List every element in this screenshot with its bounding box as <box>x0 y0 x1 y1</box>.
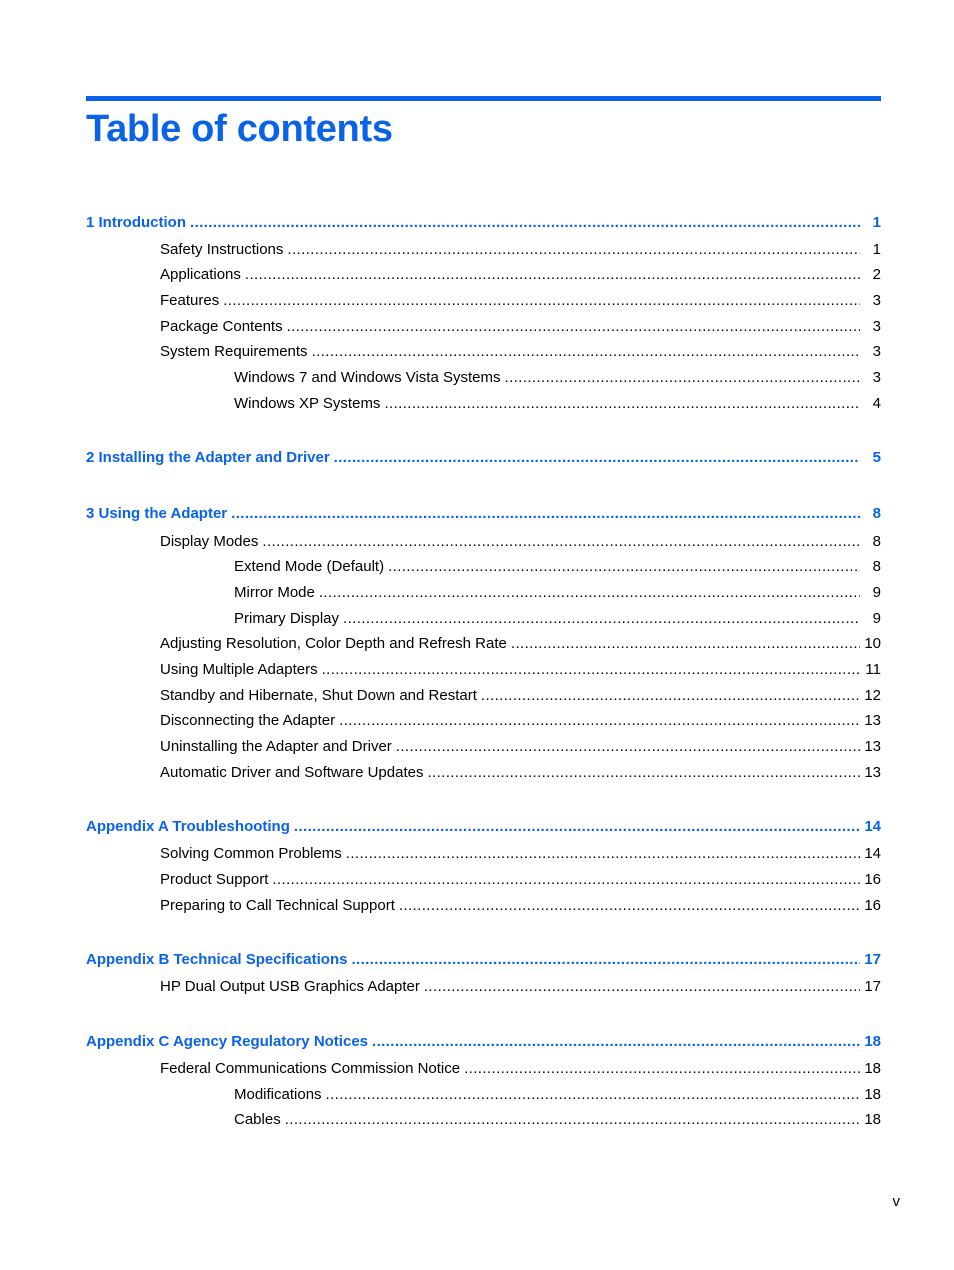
toc-section-features[interactable] <box>160 290 881 312</box>
toc-section-fcc-notice[interactable] <box>160 1058 881 1080</box>
toc-subsection-primary-display[interactable] <box>234 608 881 630</box>
toc-entry-page: 5 <box>872 449 881 466</box>
toc-leader-dots <box>427 762 860 784</box>
toc-leader-dots <box>384 393 860 415</box>
toc-entry-page: 3 <box>872 343 881 360</box>
toc-entry-label: Package Contents <box>160 318 283 335</box>
toc-entry-page: 17 <box>864 951 881 968</box>
toc-leader-dots <box>334 447 860 469</box>
toc-section-safety-instructions[interactable] <box>160 239 881 261</box>
toc-entry-page: 18 <box>864 1060 881 1077</box>
toc-section-automatic-updates[interactable] <box>160 762 881 784</box>
toc-entry-page: 8 <box>872 558 881 575</box>
toc-entry-page: 9 <box>872 610 881 627</box>
toc-subsection-cables[interactable] <box>234 1109 881 1131</box>
toc-section-disconnecting[interactable] <box>160 710 881 732</box>
toc-section-uninstalling[interactable] <box>160 736 881 758</box>
title-rule <box>86 96 881 101</box>
toc-section-hp-dual-output[interactable] <box>160 976 881 998</box>
toc-entry-label: Safety Instructions <box>160 241 284 258</box>
toc-section-multiple-adapters[interactable] <box>160 659 881 681</box>
toc-leader-dots <box>351 949 860 971</box>
toc-leader-dots <box>223 290 860 312</box>
toc-entry-page: 8 <box>872 533 881 550</box>
toc-entry-label: Features <box>160 292 220 309</box>
toc-entry-label: Appendix C Agency Regulatory Notices <box>86 1033 368 1050</box>
toc-entry-page: 13 <box>864 738 881 755</box>
toc-chapter-using-the-adapter[interactable] <box>86 503 881 525</box>
toc-appendix-specifications[interactable] <box>86 949 881 971</box>
toc-leader-dots <box>285 1109 860 1131</box>
toc-leader-dots <box>262 531 860 553</box>
toc-entry-label: Preparing to Call Technical Support <box>160 897 395 914</box>
toc-entry-page: 3 <box>872 318 881 335</box>
toc-leader-dots <box>294 816 860 838</box>
toc-leader-dots <box>287 316 860 338</box>
toc-entry-label: System Requirements <box>160 343 308 360</box>
toc-entry-label: 3 Using the Adapter <box>86 505 228 522</box>
page-number: v <box>892 1193 900 1210</box>
toc-leader-dots <box>245 264 860 286</box>
toc-section-product-support[interactable] <box>160 869 881 891</box>
toc-entry-label: Uninstalling the Adapter and Driver <box>160 738 392 755</box>
toc-entry-label: HP Dual Output USB Graphics Adapter <box>160 978 420 995</box>
toc-entry-label: Primary Display <box>234 610 340 627</box>
toc-entry-page: 18 <box>864 1033 881 1050</box>
toc-leader-dots <box>388 556 860 578</box>
toc-entry-label: Modifications <box>234 1086 322 1103</box>
toc-leader-dots <box>464 1058 860 1080</box>
toc-entry-label: 1 Introduction <box>86 214 186 231</box>
toc-leader-dots <box>399 895 860 917</box>
toc-leader-dots <box>424 976 860 998</box>
toc-entry-page: 18 <box>864 1086 881 1103</box>
toc-entry-label: Disconnecting the Adapter <box>160 712 336 729</box>
toc-leader-dots <box>505 367 861 389</box>
toc-entry-label: Mirror Mode <box>234 584 315 601</box>
toc-subsection-extend-mode[interactable] <box>234 556 881 578</box>
toc-entry-label: Automatic Driver and Software Updates <box>160 764 424 781</box>
toc-entry-label: Solving Common Problems <box>160 845 342 862</box>
toc-entry-page: 16 <box>864 897 881 914</box>
toc-entry-label: 2 Installing the Adapter and Driver <box>86 449 330 466</box>
toc-entry-page: 13 <box>864 764 881 781</box>
toc-chapter-installing[interactable] <box>86 447 881 469</box>
toc-section-solving-problems[interactable] <box>160 843 881 865</box>
toc-leader-dots <box>343 608 860 630</box>
toc-appendix-regulatory[interactable] <box>86 1031 881 1053</box>
toc-entry-page: 8 <box>872 505 881 522</box>
toc-leader-dots <box>190 212 860 234</box>
toc-subsection-windows-7-vista[interactable] <box>234 367 881 389</box>
toc-leader-dots <box>319 582 860 604</box>
toc-entry-page: 1 <box>872 214 881 231</box>
toc-entry-label: Appendix A Troubleshooting <box>86 818 290 835</box>
toc-entry-page: 3 <box>872 369 881 386</box>
toc-entry-label: Cables <box>234 1111 281 1128</box>
toc-entry-page: 14 <box>864 818 881 835</box>
toc-entry-label: Federal Communications Commission Notice <box>160 1060 461 1077</box>
toc-entry-label: Extend Mode (Default) <box>234 558 385 575</box>
toc-entry-page: 9 <box>872 584 881 601</box>
toc-entry-page: 17 <box>864 978 881 995</box>
toc-leader-dots <box>231 503 860 525</box>
toc-subsection-windows-xp[interactable] <box>234 393 881 415</box>
toc-entry-label: Using Multiple Adapters <box>160 661 318 678</box>
toc-leader-dots <box>312 341 860 363</box>
toc-entry-page: 18 <box>864 1111 881 1128</box>
toc-entry-label: Product Support <box>160 871 269 888</box>
toc-subsection-mirror-mode[interactable] <box>234 582 881 604</box>
toc-section-adjusting-resolution[interactable] <box>160 633 881 655</box>
toc-section-preparing-to-call[interactable] <box>160 895 881 917</box>
toc-leader-dots <box>272 869 860 891</box>
toc-leader-dots <box>339 710 860 732</box>
toc-entry-label: Standby and Hibernate, Shut Down and Restart <box>160 687 477 704</box>
toc-leader-dots <box>396 736 860 758</box>
toc-entry-label: Display Modes <box>160 533 259 550</box>
toc-section-applications[interactable] <box>160 264 881 286</box>
toc-leader-dots <box>326 1084 860 1106</box>
toc-section-system-requirements[interactable] <box>160 341 881 363</box>
toc-entry-page: 3 <box>872 292 881 309</box>
toc-entry-label: Windows 7 and Windows Vista Systems <box>234 369 501 386</box>
toc-appendix-troubleshooting[interactable] <box>86 816 881 838</box>
toc-leader-dots <box>511 633 860 655</box>
toc-leader-dots <box>372 1031 860 1053</box>
toc-entry-page: 14 <box>864 845 881 862</box>
toc-entry-page: 11 <box>865 661 881 678</box>
toc-section-display-modes[interactable] <box>160 531 881 553</box>
toc-leader-dots <box>481 685 860 707</box>
toc-entry-page: 2 <box>872 266 881 283</box>
toc-subsection-modifications[interactable] <box>234 1084 881 1106</box>
toc-entry-page: 12 <box>864 687 881 704</box>
toc-leader-dots <box>322 659 860 681</box>
toc-chapter-introduction[interactable] <box>86 212 881 234</box>
page-title: Table of contents <box>86 108 393 150</box>
toc-entry-label: Adjusting Resolution, Color Depth and Refresh Rate <box>160 635 507 652</box>
toc-entry-page: 1 <box>872 241 881 258</box>
toc-leader-dots <box>346 843 860 865</box>
toc-entry-page: 16 <box>864 871 881 888</box>
toc-entry-label: Windows XP Systems <box>234 395 381 412</box>
toc-entry-label: Appendix B Technical Specifications <box>86 951 348 968</box>
toc-section-package-contents[interactable] <box>160 316 881 338</box>
toc-entry-page: 4 <box>872 395 881 412</box>
toc-leader-dots <box>287 239 860 261</box>
toc-entry-label: Applications <box>160 266 241 283</box>
toc-section-standby-hibernate[interactable] <box>160 685 881 707</box>
toc-entry-page: 13 <box>864 712 881 729</box>
toc-entry-page: 10 <box>864 635 881 652</box>
